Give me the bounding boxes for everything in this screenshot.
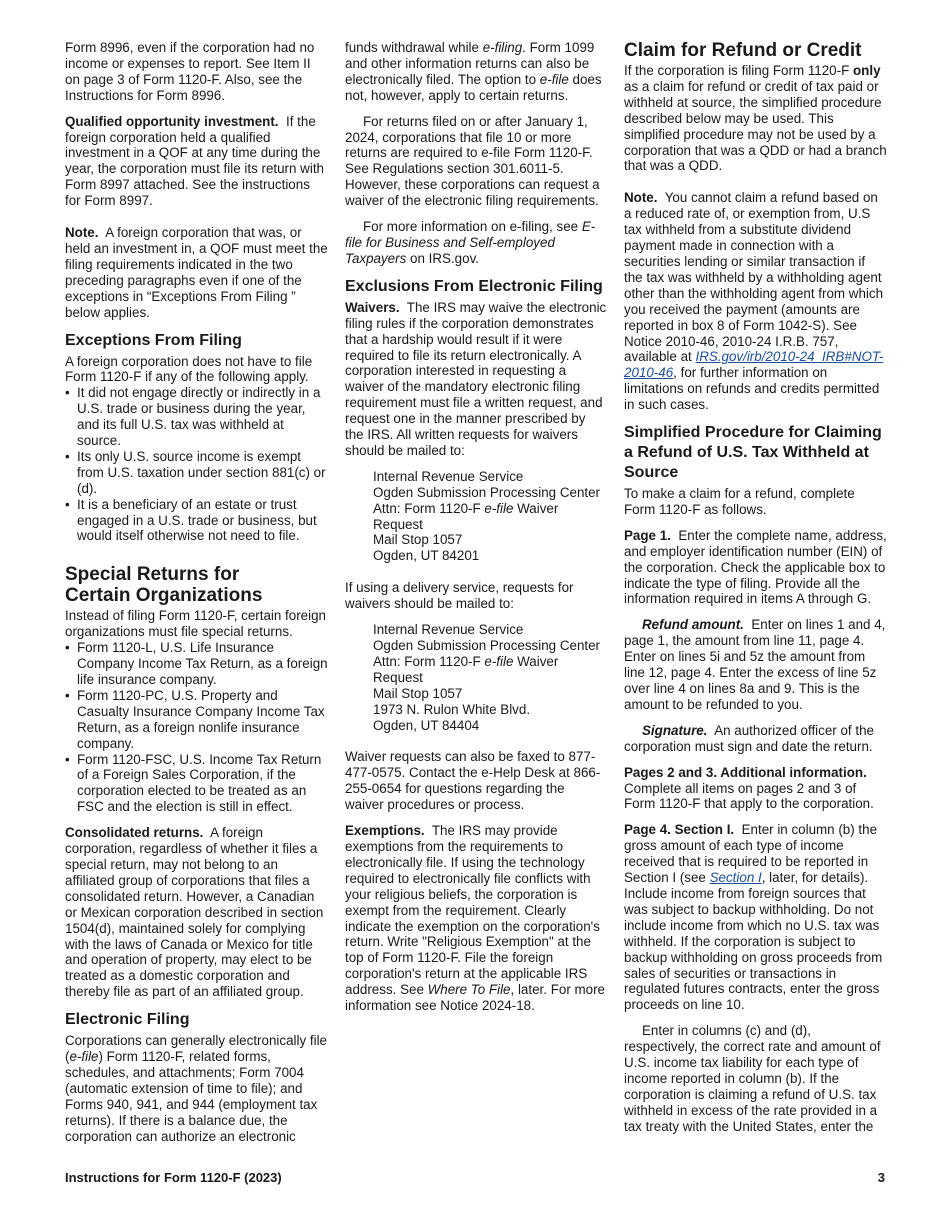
text-run: , for further information on limitations on refunds and credits permitted in such cases.	[624, 365, 880, 413]
paragraph-refund-amount	[624, 617, 887, 712]
text-run: If the corporation is filing Form 1120-F	[624, 63, 853, 78]
text-run: Enter in column (b) the gross amount of each type of income received that is required to be reported in Section I (see	[624, 822, 878, 886]
text-run: E-file for Business and Self-employed Taxpayers	[345, 219, 596, 266]
run-in-title: Refund amount.	[642, 617, 744, 633]
paragraph-text: Enter the complete name, address, and employer identification number (EIN) of the corporation. Check the applicable box to indicate the type of filing. Provide all the information required in items A through G.	[624, 527, 887, 607]
list-item: • Its only U.S. source income is exempt from U.S. taxation under section 881(c) or (d).	[65, 449, 328, 497]
address-line: Ogden, UT 84404	[373, 717, 480, 733]
text-run: funds withdrawal while	[345, 40, 483, 55]
run-in-title: Page 1.	[624, 527, 671, 543]
footer-title: Instructions for Form 1120-F (2023)	[65, 1170, 282, 1185]
text-run: Attn: Form 1120-F	[373, 500, 485, 516]
heading-line: Special Returns for	[65, 564, 240, 586]
text-run: as a claim for refund or credit of tax paid or withheld at source, the simplified procedure described below may be used. This simplified procedure may not be used by a corporation that was a QDD or had a branch that was a QDD.	[624, 78, 887, 174]
paragraph-exceptions-intro: A foreign corporation does not have to file Form 1120-F if any of the following apply.	[65, 353, 313, 385]
text-run: Corporations can generally electronically file (	[65, 1033, 327, 1065]
text-run: only	[852, 63, 881, 78]
text-run: You cannot claim a refund based on a reduced rate of, or exemption from, U.S tax withheld from a substitute dividend payment made in connection with a securities lending or similar transaction if the tax was withheld by a withholding agent other than the withholding agent from which you received the payment (amounts are reported in box 8 of Form 1042-S). See Notice 2010-46, 2010-24 I.R.B. 757, available at	[624, 190, 884, 365]
paragraph-simplified-intro: To make a claim for a refund, complete Form 1120-F as follows.	[624, 486, 855, 517]
text-run: e-file	[69, 1049, 99, 1065]
text-run: e-file	[484, 653, 514, 669]
paragraph-more-info	[345, 219, 607, 267]
heading-exceptions-from-filing: Exceptions From Filing	[65, 331, 242, 349]
paragraph-page1	[624, 528, 887, 608]
paragraph-qoi	[65, 114, 328, 209]
text-run: e-file	[539, 71, 569, 87]
column-left	[65, 40, 328, 1154]
paragraph-columns-c-d: Enter in columns (c) and (d), respectively, the correct rate and amount of U.S. income tax liability for each type of income reported in column (b). If the corporation is claiming a refund of U.S. tax withheld in excess of the rate provided in a tax treaty with the United States, enter the	[624, 1023, 881, 1134]
list-item: • Form 1120-PC, U.S. Property and Casualty Insurance Company Income Tax Return, as a foreign nonlife insurance company.	[65, 688, 328, 752]
paragraph-text: Enter on lines 1 and 4, page 1, the amount from line 11, page 4. Enter on lines 5i and 5z the amount from line 12, page 4. Enter the excess of line 5z over line 4 on lines 8a and 9. This is the amount to be refunded to you.	[624, 617, 886, 712]
address-line: Internal Revenue Service	[373, 622, 524, 638]
paragraph-delivery: If using a delivery service, requests for waivers should be mailed to:	[345, 580, 574, 612]
paragraph-special-intro: Instead of filing Form 1120-F, certain foreign organizations must file special returns.	[65, 608, 326, 640]
address-block-1	[345, 469, 607, 564]
run-in-title: Note.	[624, 190, 658, 206]
paragraph-fax: Waiver requests can also be faxed to 877-477-0575. Contact the e-Help Desk at 866-255-0654 for questions regarding the waiver procedures or process.	[345, 749, 601, 813]
text-run: Where To File	[427, 982, 511, 998]
column-middle	[345, 40, 607, 1024]
text-run: Waiver Request	[373, 500, 559, 532]
paragraph-text: A foreign corporation that was, or held an investment in, a QOF must meet the filing requirements indicated in the two preceding paragraphs even if one of the exceptions in “Exceptions From Filing ” below applies.	[65, 225, 328, 320]
paragraph-claim	[624, 63, 887, 174]
paragraph-efile-continued	[345, 40, 607, 104]
text-run: For more information on e-filing, see	[363, 219, 582, 235]
paragraph-signature	[624, 723, 887, 755]
list-item: • It did not engage directly or indirectly in a U.S. trade or business during the year, and its full U.S. tax was withheld at source.	[65, 385, 328, 449]
text-run: ) Form 1120-F, related forms, schedules, and attachments; Form 7004 (automatic extension of time to file); and Forms 940, 941, and 944 (employment tax returns). If there is a balance due, the corporation can authorize an electronic	[65, 1049, 318, 1144]
address-line	[373, 654, 607, 686]
paragraph-text: A foreign corporation, regardless of whether it files a special return, may not belong to an affiliated group of corporations that files a consolidated return. However, a Canadian or Mexican corporation described in section 1504(d), maintained solely for complying with the laws of Canada or Mexico for title and operation of property, may elect to be treated as a domestic corporation and thereby file as part of an affiliated group.	[65, 825, 324, 1000]
section-i-link[interactable]: Section I	[709, 870, 762, 886]
run-in-title: Qualified opportunity investment.	[65, 113, 279, 129]
paragraph-note	[65, 225, 328, 320]
run-in-title: Signature.	[642, 722, 708, 738]
heading-electronic-filing: Electronic Filing	[65, 1011, 190, 1029]
paragraph-text: Complete all items on pages 2 and 3 of Form 1120-F that apply to the corporation.	[624, 780, 874, 812]
address-line: Mail Stop 1057	[373, 532, 463, 548]
paragraph-pages-2-3	[624, 765, 887, 813]
paragraph-page4	[624, 822, 887, 1013]
paragraph-waivers	[345, 300, 607, 459]
address-block-2	[345, 622, 607, 733]
address-line: Ogden Submission Processing Center	[373, 484, 601, 500]
text-run: , later, for details). Include income from foreign sources that was subject to backup withholding. Do not include income from which no U.S. tax was withheld. If the corporation is subject to backup withholding on gross proceeds from sales of securities or transactions in regulated futures contracts, enter the gross proceeds on line 10.	[624, 870, 883, 1013]
heading-special-returns	[65, 564, 328, 606]
heading-simplified-procedure: Simplified Procedure for Claiming a Refund of U.S. Tax Withheld at Source	[624, 424, 882, 482]
run-in-title: Exemptions.	[345, 823, 425, 839]
paragraph-consolidated	[65, 825, 328, 1000]
paragraph-text: An authorized officer of the corporation must sign and date the return.	[624, 722, 874, 754]
list-item: • It is a beneficiary of an estate or trust engaged in a U.S. trade or business, but would itself otherwise not need to file.	[65, 497, 328, 545]
run-in-title: Consolidated returns.	[65, 825, 204, 841]
text-run: on IRS.gov.	[406, 250, 479, 266]
paragraph-note	[624, 190, 887, 413]
run-in-title: Note.	[65, 225, 99, 241]
run-in-title: Pages 2 and 3. Additional information.	[624, 764, 867, 780]
address-line	[373, 501, 607, 533]
run-in-title: Waivers.	[345, 299, 400, 315]
text-run: Waiver Request	[373, 653, 559, 685]
address-line: Mail Stop 1057	[373, 685, 463, 701]
text-run: , later. For more information see Notice 2024-18.	[345, 982, 606, 1014]
list-item: • Form 1120-FSC, U.S. Income Tax Return of a Foreign Sales Corporation, if the corporation elected to be treated as an FSC and the election is still in effect.	[65, 752, 328, 816]
page-number: 3	[877, 1170, 885, 1185]
address-line: Ogden, UT 84201	[373, 548, 480, 564]
text-run: e-file	[484, 500, 514, 516]
text-run: e-filing	[482, 40, 523, 55]
heading-exclusions: Exclusions From Electronic Filing	[345, 277, 603, 295]
address-line: Internal Revenue Service	[373, 468, 524, 484]
heading-line: Certain Organizations	[65, 585, 263, 607]
run-in-title: Page 4. Section I.	[624, 822, 735, 838]
paragraph-electronic-filing	[65, 1033, 328, 1144]
text-run: The IRS may provide exemptions from the requirements to electronically file. If using the technology required to electronically file conflicts with your religious beliefs, the corporation is exempt from the requirement. Clearly indicate the exemption on the corporation's return. Write "Religious Exemption" at the top of Form 1120-F. File the foreign corporation's return at the applicable IRS address. See	[345, 823, 600, 998]
irb-link[interactable]: IRS.gov/irb/2010-24_IRB#NOT-2010-46	[624, 349, 884, 381]
heading-claim-for-refund: Claim for Refund or Credit	[624, 40, 862, 61]
list-item: • Form 1120-L, U.S. Life Insurance Company Income Tax Return, as a foreign life insurance company.	[65, 640, 328, 688]
address-line: 1973 N. Rulon White Blvd.	[373, 701, 531, 717]
address-line: Ogden Submission Processing Center	[373, 638, 601, 653]
text-run: Attn: Form 1120-F	[373, 653, 485, 669]
paragraph-exemptions	[345, 823, 607, 1014]
paragraph-returns-filed: For returns filed on or after January 1, 2024, corporations that file 10 or more returns are required to e-file Form 1120-F. See Regulations section 301.6011-5. However, these corporations can request a waiver of the electronic filing requirements.	[345, 113, 600, 209]
column-right	[624, 40, 887, 1145]
text-run: . Form 1099 and other information returns can also be electronically filed. The option to	[345, 40, 595, 87]
paragraph-text: The IRS may waive the electronic filing rules if the corporation demonstrates that a hardship would result if it were required to file its return electronically. A corporation interested in requesting a waiver of the mandatory electronic filing requirement must file a written request, and request one in the manner prescribed by the IRS. All written requests for waivers should be mailed to:	[345, 299, 607, 458]
text-run: does not, however, apply to certain returns.	[345, 71, 602, 103]
paragraph-form8996: Form 8996, even if the corporation had no income or expenses to report. See Item II on page 3 of Form 1120-F. Also, see the Instructions for Form 8996.	[65, 40, 315, 103]
paragraph-text: If the foreign corporation held a qualified investment in a QOF at any time during the year, the corporation must file its return with Form 8997 attached. See the instructions for Form 8997.	[65, 113, 324, 209]
